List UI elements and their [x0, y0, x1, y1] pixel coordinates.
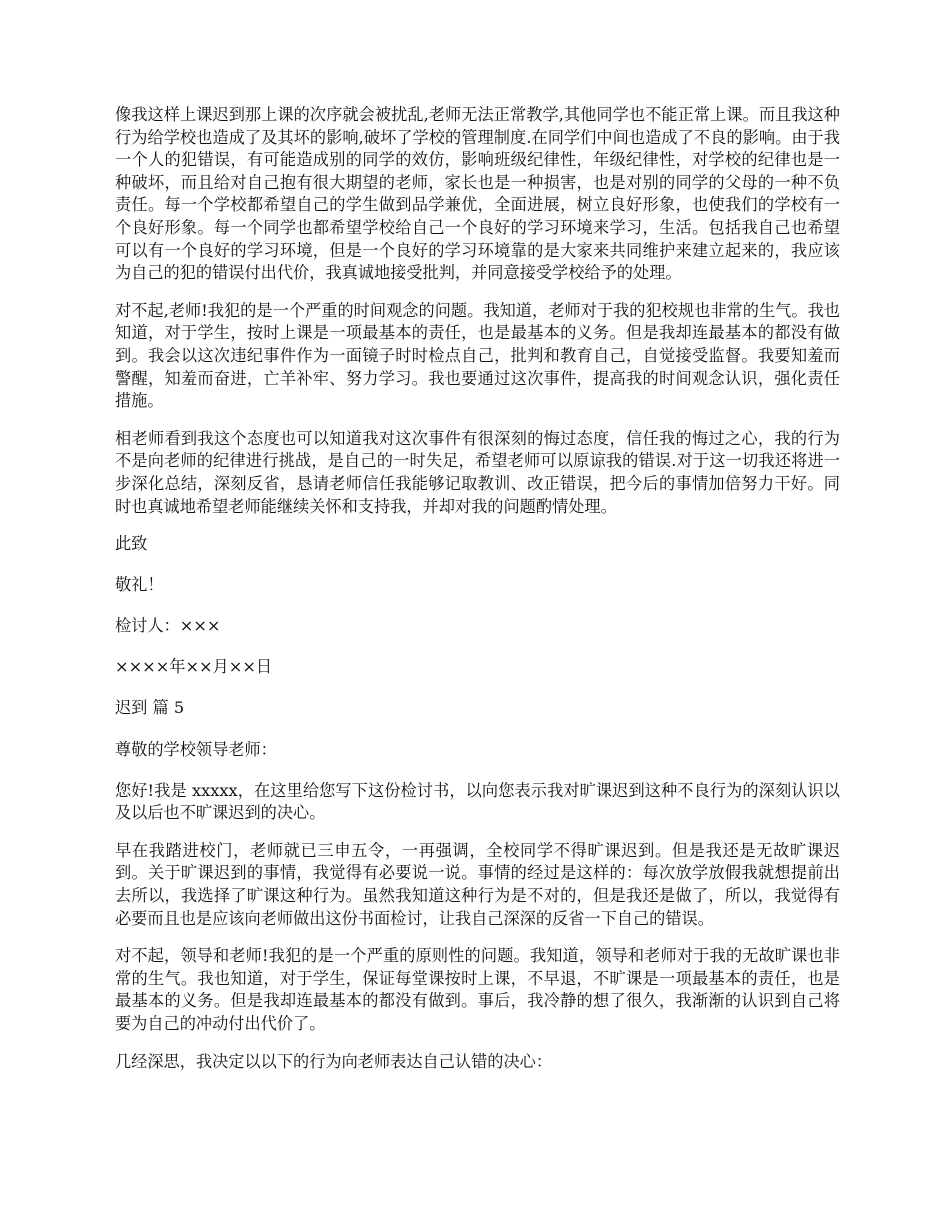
salute-line: 敬礼！ [115, 575, 164, 595]
paragraph-consequences: 像我这样上课迟到那上课的次序就会被扰乱,老师无法正常教学,其他同学也不能正常上课。而且我这种行为给学校也造成了及其坏的影响,破坏了学校的管理制度.在同学们中间也造成了不良的影响。由于我一个人的犯错误，有可能造成别的同学的效仿，影响班级纪律性，年级纪律性，对学校的纪律也是一种破坏，而且给对自己抱有很大期望的老师，家长也是一种损害，也是对别的同学的父母的一种不负责任。每一个学校都希望自己的学生做到品学兼优，全面进展，树立良好形象，也使我们的学校有一个良好形象。每一个同学也都希望学校给自己一个良好的学习环境来学习，生活。包括我自己也希望可以有一个良好的学习环境，但是一个良好的学习环境靠的是大家来共同维护来建立起来的，我应该为自己的犯的错误付出代价，我真诚地接受批判，并同意接受学校给予的处理。 [115, 105, 840, 283]
paragraph-resolution: 几经深思，我决定以以下的行为向老师表达自己认错的决心： [115, 1051, 553, 1071]
paragraph-background: 早在我踏进校门，老师就已三申五令，一再强调，全校同学不得旷课迟到。但是我还是无故旷课迟到。关于旷课迟到的事情，我觉得有必要说一说。事情的经过是这样的：每次放学放假我就想提前出去所以，我选择了旷课这种行为。虽然我知道这种行为是不对的，但是我还是做了，所以，我觉得有必要而且也是应该向老师做出这份书面检讨，让我自己深深的反省一下自己的错误。 [115, 840, 840, 928]
paragraph-apology: 对不起,老师!我犯的是一个严重的时间观念的问题。我知道，老师对于我的犯校规也非常的生气。我也知道，对于学生，按时上课是一项最基本的责任，也是最基本的义务。但是我却连最基本的都没有做到。我会以这次违纪事件作为一面镜子时时检点自己，批判和教育自己，自觉接受监督。我要知羞而警醒，知羞而奋进，亡羊补牢、努力学习。我也要通过这次事件，提高我的时间观念认识，强化责任措施。 [115, 300, 840, 411]
paragraph-apology-2: 对不起，领导和老师!我犯的是一个严重的原则性的问题。我知道，领导和老师对于我的无故旷课也非常的生气。我也知道，对于学生，保证每堂课按时上课，不早退，不旷课是一项最基本的责任，也是最基本的义务。但是我却连最基本的都没有做到。事后，我冷静的想了很久，我渐渐的认识到自己将要为自己的冲动付出代价了。 [115, 946, 840, 1033]
date-line: ××××年××月××日 [115, 657, 273, 677]
greeting-line: 尊敬的学校领导老师： [115, 739, 277, 759]
section-title: 迟到 篇 5 [115, 698, 185, 718]
signer-line: 检讨人：××× [115, 616, 221, 636]
paragraph-intro: 您好!我是 xxxxx，在这里给您写下这份检讨书，以向您表示我对旷课迟到这种不良行为的深刻认识以及以后也不旷课迟到的决心。 [115, 780, 840, 823]
paragraph-repentance: 相老师看到我这个态度也可以知道我对这次事件有很深刻的悔过态度，信任我的悔过之心，我的行为不是向老师的纪律进行挑战，是自己的一时失足，希望老师可以原谅我的错误.对于这一切我还将进一步深化总结，深刻反省，恳请老师信任我能够记取教训、改正错误，把今后的事情加倍努力干好。同时也真诚地希望老师能继续关怀和支持我，并却对我的问题酌情处理。 [115, 428, 840, 516]
closing-line: 此致 [115, 534, 148, 554]
document-body [115, 104, 840, 1088]
